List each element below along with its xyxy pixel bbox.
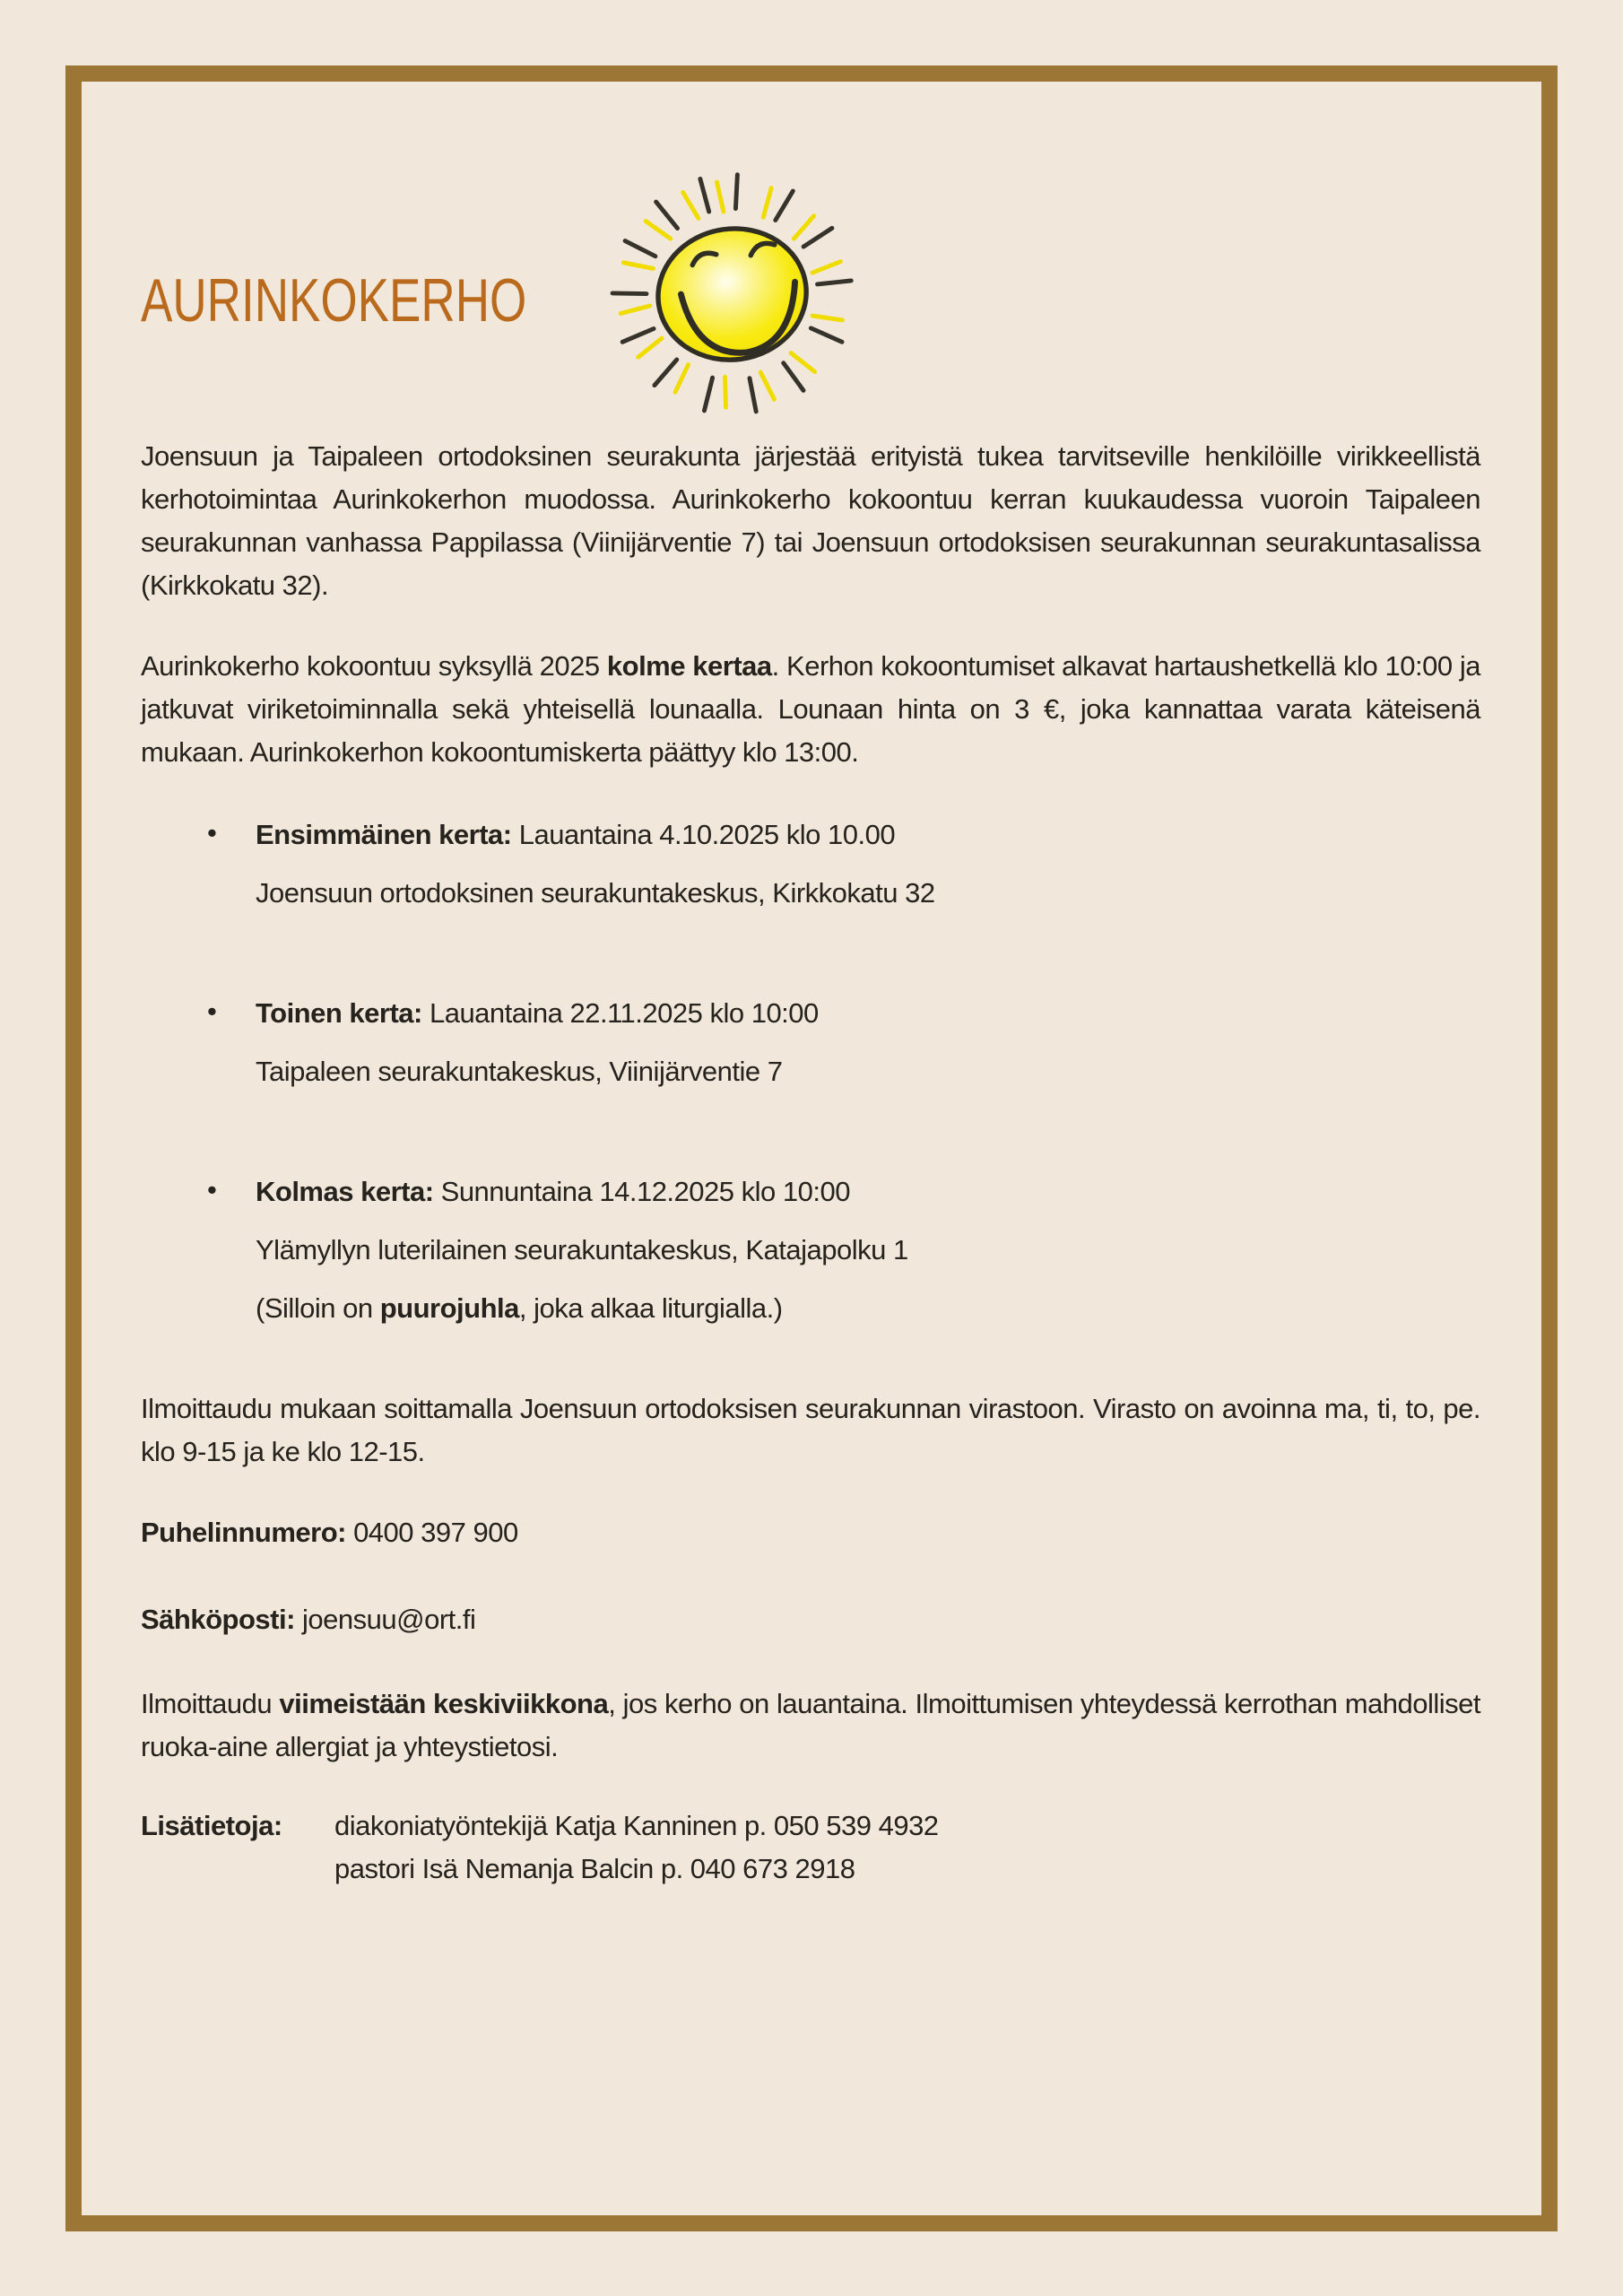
deadline-paragraph: [141, 1683, 1480, 1769]
bullet-marker: •: [207, 996, 217, 1027]
sun-face: [649, 219, 814, 369]
meeting-headline: [141, 992, 1480, 1035]
intro-paragraph: Joensuun ja Taipaleen ortodoksinen seurakunta järjestää erityistä tukea tarvitseville henkilöille virikkeellistä kerhotoimintaa Aurinkokerhon muodossa. Aurinkokerho kokoontuu kerran kuukaudessa vuoroin Taipaleen seurakunnan vanhassa Pappilassa (Viinijärventie 7) tai Joensuun ortodoksisen seurakunnan seurakuntasalissa (Kirkkokatu 32).: [141, 440, 1480, 601]
bullet-marker: •: [207, 1174, 217, 1205]
header: [141, 166, 1480, 435]
meeting-headline: [141, 1170, 1480, 1213]
schedule-paragraph: [141, 645, 1480, 774]
meeting-datetime: Lauantaina 4.10.2025 klo 10.00: [511, 819, 896, 850]
meeting-location: Joensuun ortodoksinen seurakuntakeskus, Kirkkokatu 32: [256, 877, 935, 909]
deadline-text-3: , jos kerho on lauantaina. Ilmoittumisen yhteydessä kerrothan mahdolliset ruoka-aine allergiat ja yhteystietosi.: [141, 1688, 1480, 1762]
sun-icon: [586, 164, 887, 438]
flyer-content: [141, 81, 1480, 1891]
meeting-item-3: [141, 1170, 1480, 1330]
meeting-list: [141, 813, 1480, 1330]
meeting-label: Kolmas kerta:: [256, 1176, 434, 1207]
note-text-3: , joka alkaa liturgialla.): [518, 1292, 783, 1324]
bullet-marker: •: [207, 817, 217, 848]
meeting-datetime: Sunnuntaina 14.12.2025 klo 10:00: [433, 1176, 850, 1207]
meeting-datetime: Lauantaina 22.11.2025 klo 10:00: [421, 997, 819, 1029]
note-text-1: (Silloin on: [256, 1292, 380, 1324]
meeting-note: [141, 1287, 1480, 1330]
meeting-headline: [141, 813, 1480, 857]
info-lines: [334, 1805, 939, 1891]
email-address: joensuu@ort.fi: [294, 1604, 476, 1635]
page-title: AURINKOKERHO: [141, 266, 527, 335]
email-label: Sähköposti:: [141, 1604, 295, 1635]
info-label: Lisätietoja:: [141, 1810, 282, 1841]
meeting-location: Ylämyllyn luterilainen seurakuntakeskus, Katajapolku 1: [256, 1234, 908, 1265]
schedule-text-bold: kolme kertaa: [606, 650, 772, 682]
email-line: [141, 1598, 1480, 1641]
info-contact-2: pastori Isä Nemanja Balcin p. 040 673 2918: [334, 1853, 855, 1884]
meeting-item-1: [141, 813, 1480, 915]
info-contact-1: diakoniatyöntekijä Katja Kanninen p. 050 539 4932: [334, 1810, 939, 1841]
meeting-item-2: [141, 992, 1480, 1093]
deadline-text-1: Ilmoittaudu: [141, 1688, 280, 1719]
meeting-label: Toinen kerta:: [256, 997, 422, 1029]
meeting-label: Ensimmäinen kerta:: [256, 819, 512, 850]
phone-label: Puhelinnumero:: [141, 1517, 346, 1548]
schedule-text-3: . Kerhon kokoontumiset alkavat hartaushetkellä klo 10:00 ja jatkuvat viriketoiminnalla sekä yhteisellä lounaalla. Lounaan hinta on 3 €, joka kannattaa varata käteisenä mukaan. Aurinkokerhon kokoontumiskerta päättyy klo 13:00.: [141, 650, 1480, 768]
note-text-bold: puurojuhla: [379, 1292, 519, 1324]
deadline-text-bold: viimeistään keskiviikkona: [279, 1688, 609, 1719]
info-block: [141, 1805, 1480, 1891]
schedule-text-1: Aurinkokerho kokoontuu syksyllä 2025: [141, 650, 607, 682]
signup-paragraph: Ilmoittaudu mukaan soittamalla Joensuun ortodoksisen seurakunnan virastoon. Virasto on avoinna ma, ti, to, pe. klo 9-15 ja ke klo 12-15.: [141, 1393, 1480, 1467]
meeting-location: Taipaleen seurakuntakeskus, Viinijärventie 7: [256, 1056, 783, 1087]
phone-number: 0400 397 900: [345, 1517, 518, 1548]
phone-line: [141, 1511, 1480, 1554]
